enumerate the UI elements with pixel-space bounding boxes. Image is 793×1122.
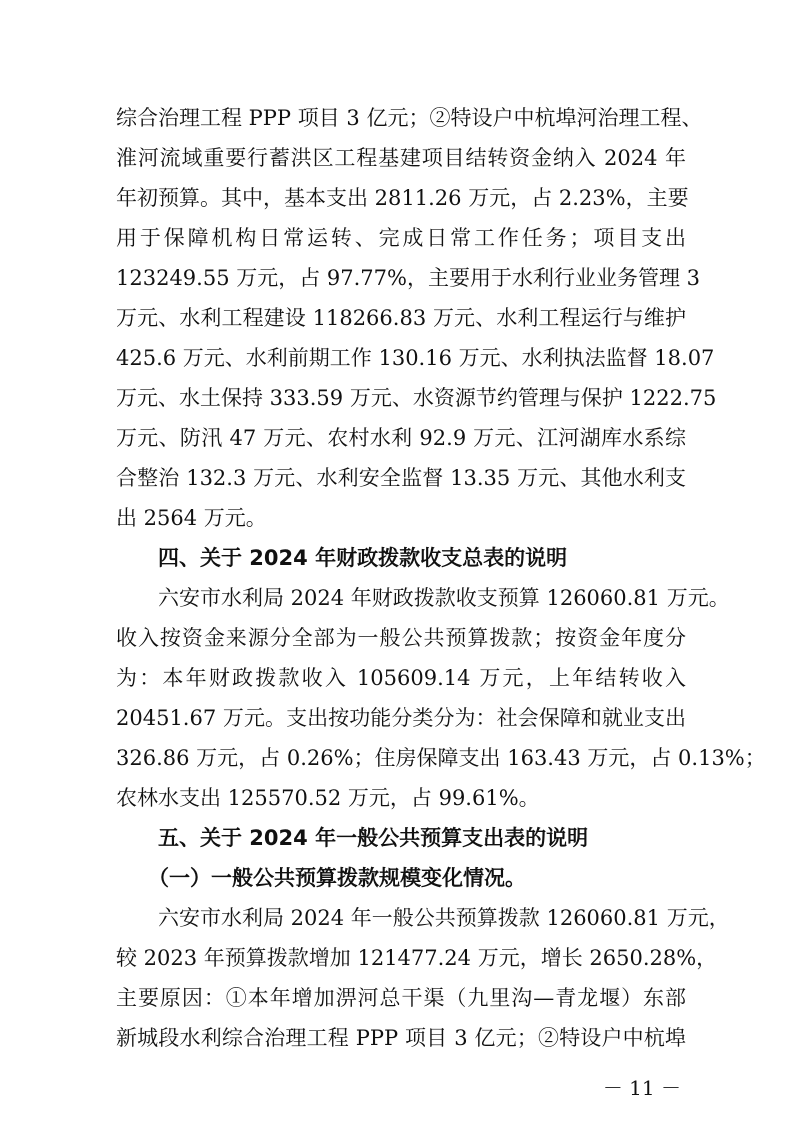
body-line: 20451.67 万元。支出按功能分类分为：社会保障和就业支出: [116, 706, 686, 730]
body-line: 主要原因：①本年增加淠河总干渠（九里沟—青龙堰）东部: [116, 986, 686, 1010]
body-line: 123249.55 万元，占 97.77%，主要用于水利行业业务管理 3: [116, 266, 701, 290]
body-line: 六安市水利局 2024 年一般公共预算拨款 126060.81 万元，: [158, 906, 730, 930]
body-line: 农林水支出 125570.52 万元，占 99.61%。: [116, 786, 540, 810]
body-line: 326.86 万元，占 0.26%；住房保障支出 163.43 万元，占 0.13%；: [116, 746, 766, 770]
body-line: 万元、防汛 47 万元、农村水利 92.9 万元、江河湖库水系综: [116, 426, 686, 450]
body-line: 年初预算。其中，基本支出 2811.26 万元，占 2.23%，主要: [116, 186, 689, 210]
body-line: 较 2023 年预算拨款增加 121477.24 万元，增长 2650.28%，: [116, 946, 718, 970]
subsection-heading: （一）一般公共预算拨款规模变化情况。: [148, 866, 526, 890]
body-line: 425.6 万元、水利前期工作 130.16 万元、水利执法监督 18.07: [116, 346, 715, 370]
body-line: 万元、水利工程建设 118266.83 万元、水利工程运行与维护: [116, 306, 686, 330]
body-line: 为：本年财政拨款收入 105609.14 万元，上年结转收入: [116, 666, 686, 690]
body-line: 淮河流域重要行蓄洪区工程基建项目结转资金纳入 2024 年: [116, 146, 686, 170]
body-line: 合整治 132.3 万元、水利安全监督 13.35 万元、其他水利支: [116, 466, 686, 490]
body-line: 出 2564 万元。: [116, 506, 267, 530]
page-number: － 11 －: [602, 1076, 681, 1100]
section-heading: 四、关于 2024 年财政拨款收支总表的说明: [158, 546, 568, 570]
body-line: 新城段水利综合治理工程 PPP 项目 3 亿元；②特设户中杭埠: [116, 1026, 686, 1050]
body-line: 用于保障机构日常运转、完成日常工作任务；项目支出: [116, 226, 686, 250]
body-line: 六安市水利局 2024 年财政拨款收支预算 126060.81 万元。: [158, 586, 730, 610]
body-line: 万元、水土保持 333.59 万元、水资源节约管理与保护 1222.75: [116, 386, 717, 410]
body-line: 收入按资金来源分全部为一般公共预算拨款；按资金年度分: [116, 626, 686, 650]
body-line: 综合治理工程 PPP 项目 3 亿元；②特设户中杭埠河治理工程、: [116, 106, 703, 130]
section-heading: 五、关于 2024 年一般公共预算支出表的说明: [158, 826, 589, 850]
